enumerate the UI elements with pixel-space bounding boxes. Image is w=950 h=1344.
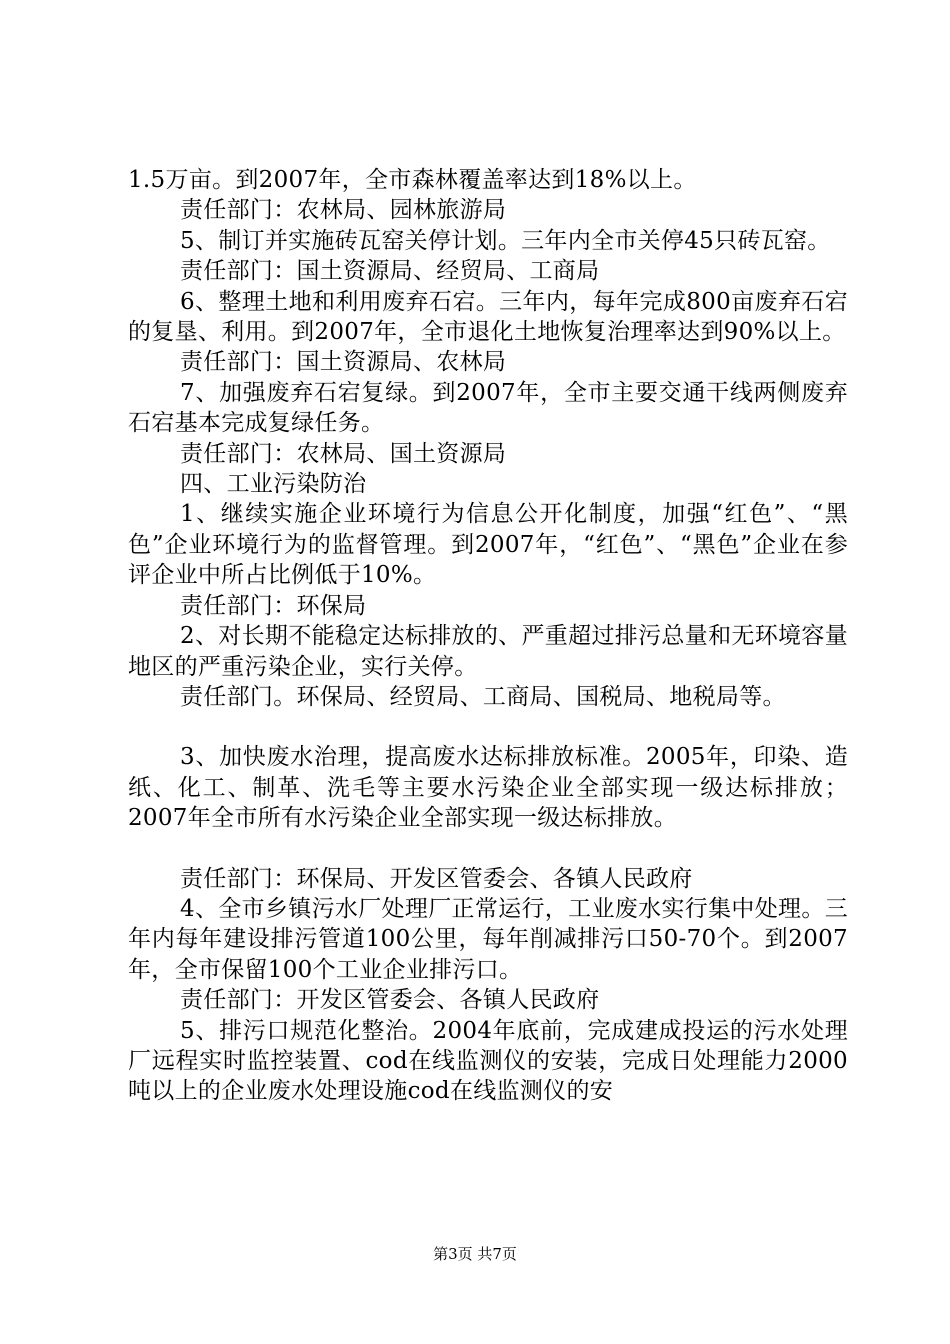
paragraph-7: 7、加强废弃石宕复绿。到2007年，全市主要交通干线两侧废弃石宕基本完成复绿任务。 — [128, 379, 848, 437]
paragraph-13: 责任部门。环保局、经贸局、工商局、国税局、地税局等。 — [180, 683, 786, 710]
page-footer: 第3页 共7页 — [433, 1245, 517, 1263]
blank-line — [128, 834, 848, 864]
section-heading: 四、工业污染防治 — [180, 471, 367, 498]
paragraph-6: 责任部门：国土资源局、农林局 — [180, 349, 507, 376]
paragraph-3: 5、制订并实施砖瓦窑关停计划。三年内全市关停45只砖瓦窑。 — [180, 227, 831, 254]
paragraph-14: 3、加快废水治理，提高废水达标排放标准。2005年，印染、造纸、化工、制革、洗毛等主要水污染企业全部实现一级达标排放；2007年全市所有水污染企业全部实现一级达标排放。 — [128, 744, 848, 832]
paragraph-1: 1.5万亩。到2007年，全市森林覆盖率达到18%以上。 — [128, 167, 697, 193]
paragraph-10: 1、继续实施企业环境行为信息公开化制度，加强“红色”、“黑色”企业环境行为的监督管理。到2007年，“红色”、“黑色”企业在参评企业中所占比例低于10%。 — [128, 501, 848, 589]
paragraph-4: 责任部门：国土资源局、经贸局、工商局 — [180, 258, 600, 285]
paragraph-5: 6、整理土地和利用废弃石宕。三年内，每年完成800亩废弃石宕的复垦、利用。到2007年，全市退化土地恢复治理率达到90%以上。 — [128, 288, 848, 346]
paragraph-18: 5、排污口规范化整治。2004年底前，完成建成投运的污水处理厂远程实时监控装置、cod在线监测仪的安装，完成日处理能力2000吨以上的企业废水处理设施cod在线监测仪的安 — [128, 1017, 848, 1105]
blank-line — [128, 712, 848, 742]
paragraph-16: 4、全市乡镇污水厂处理厂正常运行，工业废水实行集中处理。三年内每年建设排污管道100公里，每年削减排污口50-70个。到2007年，全市保留100个工业企业排污口。 — [128, 895, 848, 983]
paragraph-12: 2、对长期不能稳定达标排放的、严重超过排污总量和无环境容量地区的严重污染企业，实行关停。 — [128, 623, 848, 680]
paragraph-15: 责任部门：环保局、开发区管委会、各镇人民政府 — [180, 865, 693, 892]
paragraph-11: 责任部门：环保局 — [180, 592, 367, 619]
document-body — [128, 165, 848, 1107]
paragraph-2: 责任部门：农林局、园林旅游局 — [180, 197, 507, 224]
paragraph-17: 责任部门：开发区管委会、各镇人民政府 — [180, 987, 600, 1014]
paragraph-8: 责任部门：农林局、国土资源局 — [180, 440, 507, 467]
